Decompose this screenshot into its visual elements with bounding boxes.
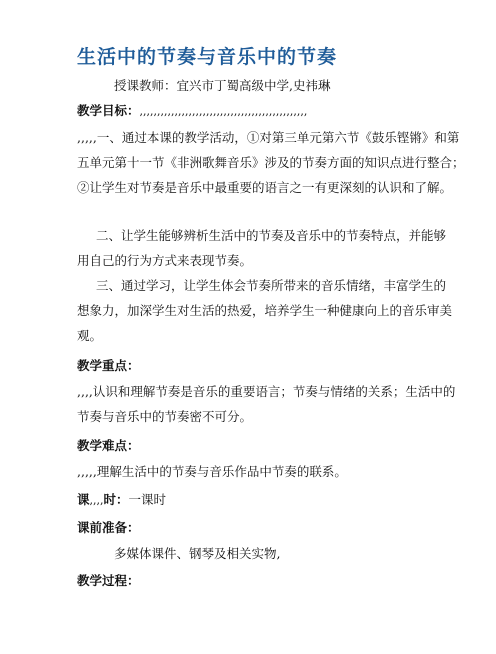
goal3-line3: 观。 bbox=[77, 328, 103, 343]
prep-heading: 课前准备： bbox=[77, 520, 140, 535]
goal1-line3: ②让学生对节奏是音乐中最重要的语言之一有更深刻的认识和了解。 bbox=[77, 180, 453, 195]
key-heading: 教学重点： bbox=[77, 358, 140, 373]
difficulty-line1: ,,,,,理解生活中的节奏与音乐作品中节奏的联系。 bbox=[77, 464, 347, 479]
goal-heading: 教学目标： bbox=[77, 103, 140, 118]
goal2-line2: 用自己的行为方式来表现节奏。 bbox=[77, 253, 253, 268]
teacher-line: 授课教师：宜兴市丁蜀高级中学,史祎琳 bbox=[114, 78, 331, 93]
hours-row bbox=[77, 492, 422, 509]
hours-value: 一课时 bbox=[128, 492, 167, 507]
process-heading: 教学过程： bbox=[77, 573, 140, 588]
goal-heading-row bbox=[77, 103, 422, 120]
hours-label-b: 时： bbox=[103, 492, 129, 507]
prep-line1: 多媒体课件、钢琴及相关实物, bbox=[114, 546, 281, 561]
goal3-line1: 三、通过学习，让学生体会节奏所带来的音乐情绪，丰富学生的 bbox=[96, 278, 447, 293]
key-line2: 节奏与音乐中的节奏密不可分。 bbox=[77, 409, 253, 424]
goal3-line2: 想象力，加深学生对生活的热爱，培养学生一种健康向上的音乐审美 bbox=[77, 303, 453, 318]
difficulty-heading: 教学难点： bbox=[77, 438, 140, 453]
hours-label-a: 课 bbox=[77, 492, 90, 507]
hours-label-dots: ,,,, bbox=[89, 494, 104, 507]
key-line1: ,,,,认识和理解节奏是音乐的重要语言；节奏与情绪的关系；生活中的 bbox=[77, 384, 456, 399]
goal2-line1: 二、让学生能够辨析生活中的节奏及音乐中的节奏特点，并能够 bbox=[96, 228, 447, 243]
goal-heading-dots: ,,,,,,,,,,,,,,,,,,,,,,,,,,,,,,,,,,,,,,,,,,,,,,,, bbox=[139, 105, 308, 118]
document-title: 生活中的节奏与音乐中的节奏 bbox=[77, 46, 338, 68]
goal1-line2: 五单元第十一节《非洲歌舞音乐》涉及的节奏方面的知识点进行整合； bbox=[77, 155, 465, 170]
goal1-line1: ,,,,,一、通过本课的教学活动，①对第三单元第六节《鼓乐铿锵》和第 bbox=[77, 130, 460, 145]
